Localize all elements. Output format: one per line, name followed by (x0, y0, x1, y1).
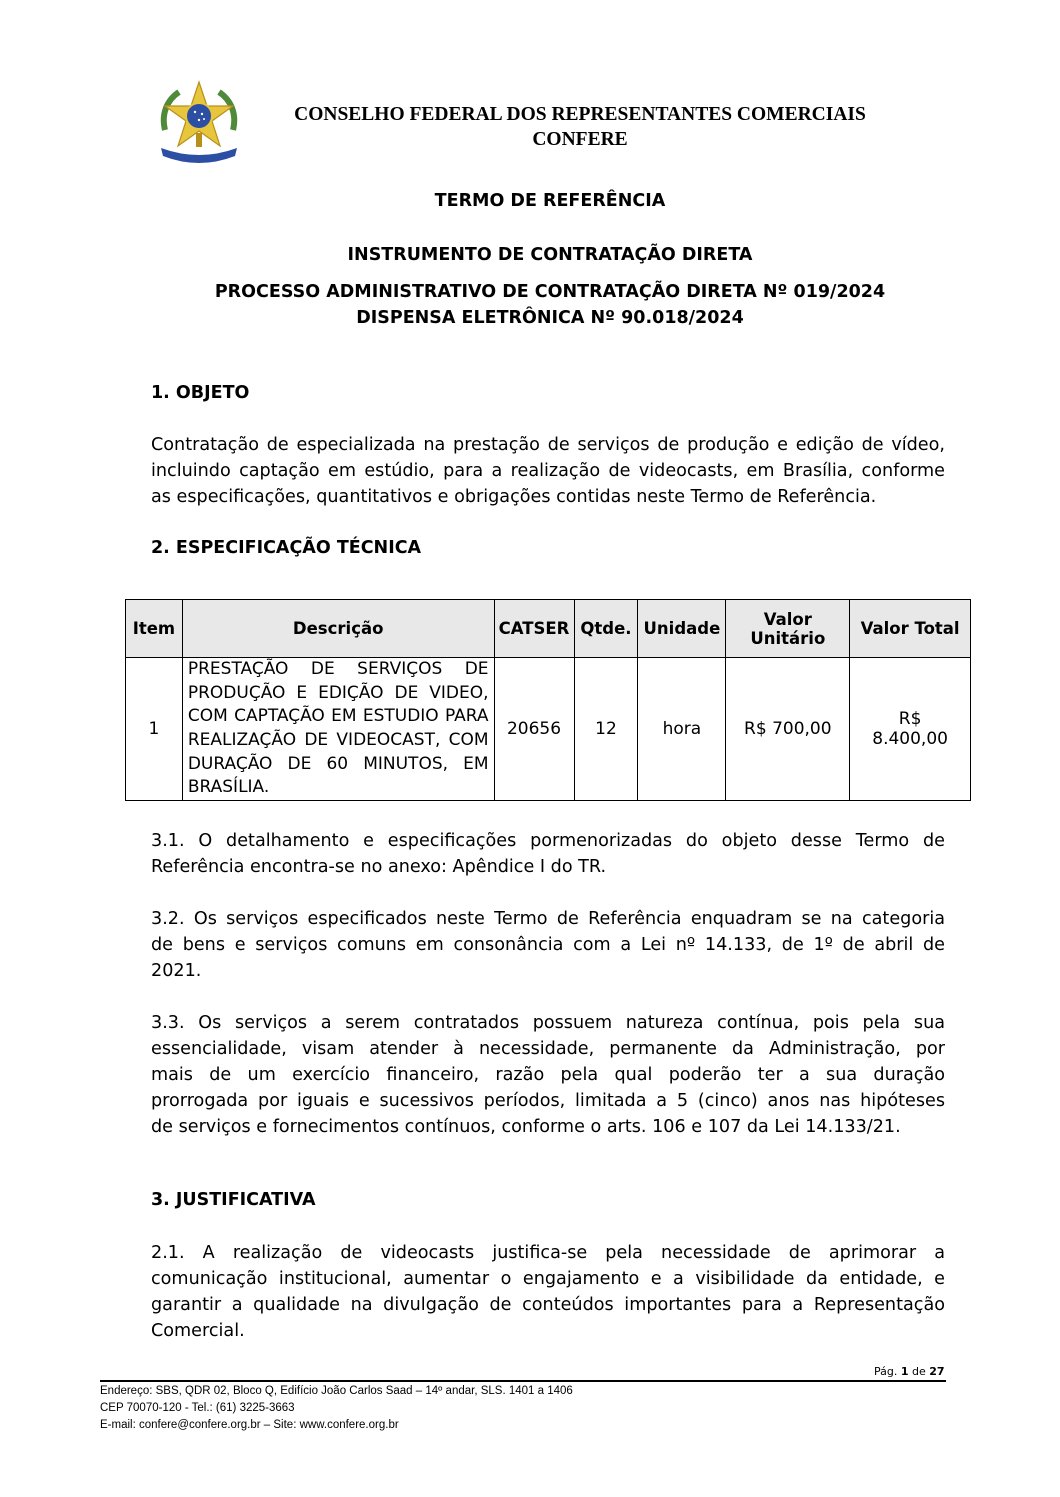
paragraph-line: de serviços e fornecimentos contínuos, conforme o arts. 106 e 107 da Lei 14.133/21. (151, 1117, 901, 1137)
objeto-line: as especificações, quantitativos e obrigações contidas neste Termo de Referência. (151, 487, 877, 507)
page-number (874, 1365, 945, 1378)
col-header-valor-unitario: Valor Unitário (726, 600, 850, 658)
table-header-row (126, 600, 971, 658)
page-label: Pág. (874, 1365, 898, 1378)
cell-unidade: hora (638, 658, 726, 801)
process-title: PROCESSO ADMINISTRATIVO DE CONTRATAÇÃO DIRETA Nº 019/2024 (214, 282, 886, 302)
paragraph-line: Referência encontra-se no anexo: Apêndice I do TR. (151, 857, 607, 877)
paragraph-line: 2.1. A realização de videocasts justifica-se pela necessidade de aprimorar a (151, 1243, 945, 1263)
coat-of-arms-seal (155, 78, 243, 166)
col-header-unidade: Unidade (638, 600, 726, 658)
paragraph-line: 3.2. Os serviços especificados neste Termo de Referência enquadram se na categoria (151, 909, 945, 929)
dispensa-title: DISPENSA ELETRÔNICA Nº 90.018/2024 (356, 308, 744, 328)
paragraph-line: 2021. (151, 961, 202, 981)
paragraph-line: garantir a qualidade na divulgação de conteúdos importantes para a Representação (151, 1295, 945, 1315)
paragraph-line: comunicação institucional, aumentar o engajamento e a visibilidade da entidade, e (151, 1269, 945, 1289)
objeto-heading: 1. OBJETO (151, 383, 250, 403)
paragraph-line: de bens e serviços comuns em consonância com a Lei nº 14.133, de 1º de abril de (151, 935, 945, 955)
page-sep: de (912, 1365, 926, 1378)
paragraph-line: Comercial. (151, 1321, 245, 1341)
cell-catser: 20656 (494, 658, 574, 801)
objeto-line: Contratação de especializada na prestação de serviços de produção e edição de vídeo, (151, 435, 945, 455)
col-header-catser: CATSER (494, 600, 574, 658)
col-header-valor-total: Valor Total (850, 600, 971, 658)
cell-qtde: 12 (574, 658, 638, 801)
instrument-title: INSTRUMENTO DE CONTRATAÇÃO DIRETA (347, 245, 753, 265)
footer-email-site: E-mail: confere@confere.org.br – Site: www.confere.org.br (100, 1419, 399, 1431)
col-header-descricao: Descrição (182, 600, 494, 658)
col-header-qtde: Qtde. (574, 600, 638, 658)
table-row (126, 658, 971, 801)
footer-cep-tel: CEP 70070-120 - Tel.: (61) 3225-3663 (100, 1402, 295, 1414)
page-current: 1 (900, 1365, 909, 1378)
cell-valor-total: R$ 8.400,00 (850, 658, 971, 801)
paragraph-3-1 (151, 828, 945, 880)
footer-divider (100, 1380, 946, 1382)
cell-descricao: PRESTAÇÃO DE SERVIÇOS DE PRODUÇÃO E EDIÇÃO DE VIDEO, COM CAPTAÇÃO EM ESTUDIO PARA REALIZAÇÃO DE VIDEOCAST, COM DURAÇÃO DE 60 MINUTOS, EM BRASÍLIA. (182, 658, 494, 801)
paragraph-line: essencialidade, visam atender à necessidade, permanente da Administração, por (151, 1039, 945, 1059)
org-acronym: CONFERE (532, 129, 628, 150)
paragraph-line: 3.3. Os serviços a serem contratados possuem natureza contínua, pois pela sua (151, 1013, 945, 1033)
paragraph-line: prorrogada por iguais e sucessivos períodos, limitada a 5 (cinco) anos nas hipóteses (151, 1091, 945, 1111)
justificativa-heading: 3. JUSTIFICATIVA (151, 1190, 316, 1210)
col-header-item: Item (126, 600, 183, 658)
org-name: CONSELHO FEDERAL DOS REPRESENTANTES COMERCIAIS (294, 104, 866, 125)
paragraph-line: mais de um exercício financeiro, razão pela qual poderão ter a sua duração (151, 1065, 945, 1085)
doc-title: TERMO DE REFERÊNCIA (434, 191, 666, 211)
page-total: 27 (929, 1365, 945, 1378)
objeto-paragraph (151, 432, 945, 510)
cell-valor-unitario: R$ 700,00 (726, 658, 850, 801)
paragraph-line: 3.1. O detalhamento e especificações pormenorizadas do objeto desse Termo de (151, 831, 945, 851)
paragraph-3-3 (151, 1010, 945, 1140)
paragraph-3-2 (151, 906, 945, 984)
espec-heading: 2. ESPECIFICAÇÃO TÉCNICA (151, 538, 422, 558)
footer-address: Endereço: SBS, QDR 02, Bloco Q, Edifício João Carlos Saad – 14º andar, SLS. 1401 a 1406 (100, 1385, 573, 1397)
specification-table (125, 599, 971, 801)
objeto-line: incluindo captação em estúdio, para a realização de videocasts, em Brasília, conforme (151, 461, 945, 481)
paragraph-2-1 (151, 1240, 945, 1344)
cell-item: 1 (126, 658, 183, 801)
